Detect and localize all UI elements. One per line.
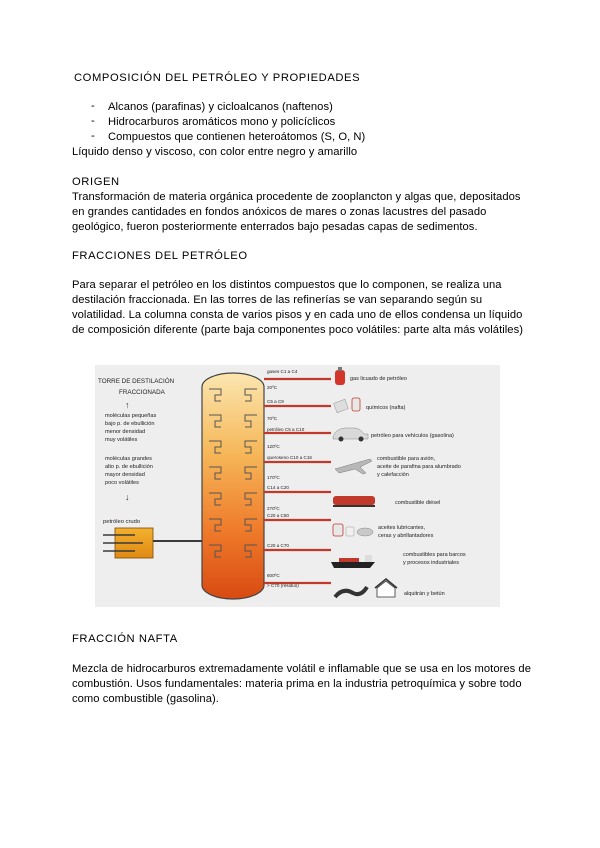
fraction-label: gases C1 a C4 xyxy=(267,369,298,374)
heading-fracciones: FRACCIONES DEL PETRÓLEO xyxy=(72,250,248,262)
fraction-label: C5 a C9 xyxy=(267,399,284,404)
heading-nafta: FRACCIÓN NAFTA xyxy=(72,633,178,645)
list-item: Alcanos (parafinas) y cicloalcanos (naftenos) xyxy=(108,101,333,113)
product-label: combustible para avión, xyxy=(377,456,436,462)
heavy-desc: mayor densidad xyxy=(105,472,145,478)
fraction-label: > C70 (residuo) xyxy=(267,583,299,588)
paragraph-line: volatilidad. La columna consta de varios pisos y en cada uno de ellos condensa un líquido xyxy=(72,309,523,321)
paragraph-line: Mezcla de hidrocarburos extremadamente volátil e inflamable que se usa en los motores de xyxy=(72,663,531,675)
diagram-title: TORRE DE DESTILACIÓN xyxy=(98,378,175,385)
temperature-label: 70ºC xyxy=(267,416,278,421)
up-arrow-icon: ↑ xyxy=(125,400,130,410)
light-desc: moléculas pequeñas xyxy=(105,413,157,419)
product-label: aceites lubricantes, xyxy=(378,525,426,531)
temperature-label: 170ºC xyxy=(267,475,280,480)
distillation-tower xyxy=(202,373,264,599)
product-label: combustible diésel xyxy=(395,500,441,506)
diagram-title: FRACCIONADA xyxy=(119,389,165,396)
product-label: aceite de parafina para alumbrado xyxy=(377,464,461,470)
temperature-label: 20ºC xyxy=(267,385,278,390)
heading-origen: ORIGEN xyxy=(72,176,120,188)
fraction-label: C20 a C70 xyxy=(267,543,289,548)
bullet-dash: - xyxy=(91,100,95,112)
product-label: gas licuado de petróleo xyxy=(350,376,407,382)
paragraph-line: Transformación de materia orgánica procedente de zooplancton y algas que, depositados xyxy=(72,191,521,203)
product-label: y procesos industriales xyxy=(403,560,459,566)
product-label: combustibles para barcos xyxy=(403,552,466,558)
light-desc: muy volátiles xyxy=(105,437,138,443)
heavy-desc: moléculas grandes xyxy=(105,456,152,462)
fraction-label: C20 a C50 xyxy=(267,513,289,518)
bullet-dash: - xyxy=(91,115,95,127)
paragraph-line: Para separar el petróleo en los distintos compuestos que lo componen, se realiza una xyxy=(72,279,502,291)
product-label: y calefacción xyxy=(377,472,409,478)
light-desc: bajo p. de ebullición xyxy=(105,421,155,427)
fraction-label: petróleo C5 a C10 xyxy=(267,427,305,432)
fraction-label: queroseno C10 a C16 xyxy=(267,455,312,460)
heavy-desc: alto p. de ebullición xyxy=(105,464,153,470)
diagram-background xyxy=(95,365,500,607)
composition-note: Líquido denso y viscoso, con color entre negro y amarillo xyxy=(72,146,358,158)
product-label: ceras y abrillantadores xyxy=(378,533,434,539)
temperature-label: 600ºC xyxy=(267,573,280,578)
paragraph-line: de composición diferente (parte baja componentes poco volátiles: parte alta más volátiles) xyxy=(72,324,523,336)
temperature-label: 270ºC xyxy=(267,506,280,511)
list-item: Compuestos que contienen heteroátomos (S, O, N) xyxy=(108,131,366,143)
paragraph-line: en grandes cantidades en fondos anóxicos de mares o zonas lacustres del pasado xyxy=(72,206,487,218)
distillation-diagram xyxy=(95,365,500,607)
paragraph-line: combustión. Usos fundamentales: materia prima en la industria petroquímica y sobre todo xyxy=(72,678,522,690)
bullet-dash: - xyxy=(91,130,95,142)
paragraph-line: destilación fraccionada. En las torres de las refinerías se van separando según su xyxy=(72,294,483,306)
train-icon xyxy=(333,496,375,507)
product-label: químicos (nafta) xyxy=(366,405,406,411)
heading-composicion: COMPOSICIÓN DEL PETRÓLEO Y PROPIEDADES xyxy=(74,72,361,84)
paragraph-line: geológico, fueron posteriormente enterrados bajo pesadas capas de sedimentos. xyxy=(72,221,478,233)
product-label: petróleo para vehículos (gasolina) xyxy=(371,433,454,439)
fraction-label: C14 a C20 xyxy=(267,485,289,490)
temperature-label: 120ºC xyxy=(267,444,280,449)
light-desc: menor densidad xyxy=(105,429,146,435)
paragraph-line: como combustible (gasolina). xyxy=(72,693,219,705)
crude-label: petróleo crudo xyxy=(103,519,141,525)
heavy-desc: poco volátiles xyxy=(105,480,139,486)
product-label: alquitrán y betún xyxy=(404,591,445,597)
down-arrow-icon: ↓ xyxy=(125,492,130,502)
list-item: Hidrocarburos aromáticos mono y policíclicos xyxy=(108,116,336,128)
